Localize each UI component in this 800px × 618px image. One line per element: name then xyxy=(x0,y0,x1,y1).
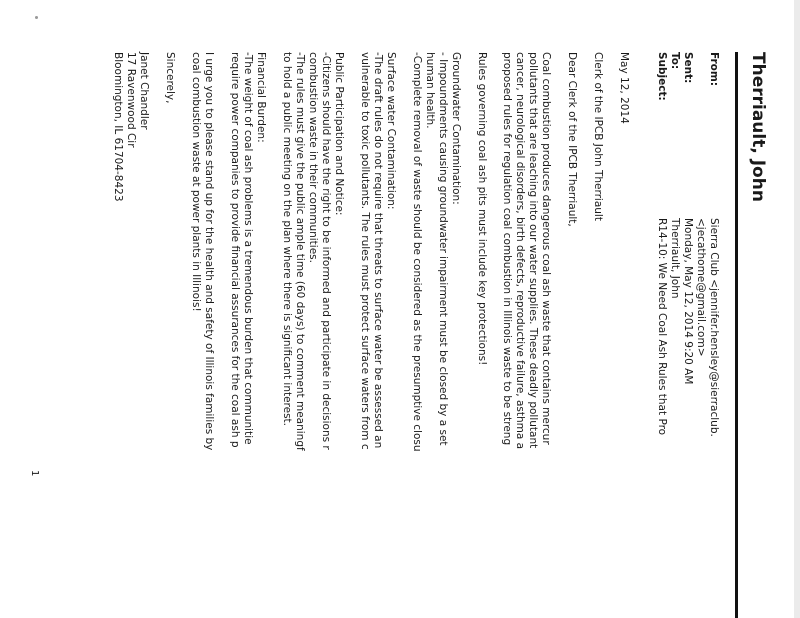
paragraph-line: cancer, neurological disorders, birth defects, reproductive failure, asthma a xyxy=(514,52,526,450)
section-heading: Surface water Contamination: xyxy=(385,52,397,210)
paragraph-line: Rules governing coal ash pits must include key protections! xyxy=(476,52,488,366)
sender-name-heading: Therriault, John xyxy=(748,52,768,202)
header-divider xyxy=(735,52,738,618)
paragraph-line: I urge you to please stand up for the health and safety of Illinois families by xyxy=(203,52,215,451)
page-number: 1 xyxy=(29,470,40,477)
letter-salutation: Dear Clerk of the IPCB Therriault, xyxy=(566,52,578,227)
section-heading: Public Participation and Notice: xyxy=(333,52,345,216)
signer-name: Janet Chandler xyxy=(138,52,150,130)
paragraph-line: human health. xyxy=(424,52,436,129)
subject-value: R14-10: We Need Coal Ash Rules that Pro xyxy=(656,218,668,436)
paragraph-line: combustion waste in their communities. xyxy=(307,52,319,263)
paragraph-line: require power companies to provide financial assurances for the coal ash p xyxy=(229,52,241,448)
signer-address-line: Bloomington, IL 61704-8423 xyxy=(112,52,124,202)
paragraph-line: -Citizens should have the right to be informed and participate in decisions r xyxy=(320,52,332,450)
letter-date: May 12, 2014 xyxy=(618,52,630,124)
paragraph-line: coal combustion waste at power plants in Illinois! xyxy=(190,52,202,312)
paragraph-line: -Complete removal of waste should be considered as the presumptive closu xyxy=(411,52,423,452)
scan-edge xyxy=(794,0,800,618)
paragraph-line: - Impoundments causing groundwater impairment must be closed by a set xyxy=(437,52,449,446)
subject-label: Subject: xyxy=(656,52,668,101)
paragraph-line: -The draft rules do not require that threats to surface water be assessed an xyxy=(372,52,384,449)
section-heading: Financial Burden: xyxy=(255,52,267,143)
scan-speck xyxy=(35,16,38,19)
paragraph-line: proposed rules for regulation coal combustion in Illinois waste to be streng xyxy=(501,52,513,446)
paragraph-line: vulnerable to toxic pollutants. The rules must protect surface waters from c xyxy=(359,52,371,450)
from-label: From: xyxy=(708,52,720,87)
paragraph-line: to hold a public meeting on the plan where there is significant interest. xyxy=(281,52,293,427)
from-value: Sierra Club <jennifer.hensley@sierraclub. xyxy=(708,218,720,437)
letter-recipient: Clerk of the IPCB John Therriault xyxy=(592,52,604,221)
section-heading: Groundwater Contamination: xyxy=(450,52,462,205)
paragraph-line: Coal combustion produces dangerous coal ash waste that contains mercur xyxy=(540,52,552,445)
sent-label: Sent: xyxy=(682,52,694,84)
paragraph-line: -The weight of coal ash problems is a tremendous burden that communitie xyxy=(242,52,254,445)
paragraph-line: pollutants that are leaching into our water supplies. These deadly pollutant xyxy=(527,52,539,449)
letter-closing: Sincerely, xyxy=(164,52,176,104)
signer-address-line: 17 Ravenwood Cir xyxy=(125,52,137,148)
to-label: To: xyxy=(669,52,681,70)
to-value: Therriault, John xyxy=(669,218,681,299)
from-value-email: <jecathome@gmail.com> xyxy=(695,218,707,357)
sent-value: Monday, May 12, 2014 9:20 AM xyxy=(682,218,694,385)
paragraph-line: -The rules must give the public ample time (60 days) to comment meaningf xyxy=(294,52,306,451)
